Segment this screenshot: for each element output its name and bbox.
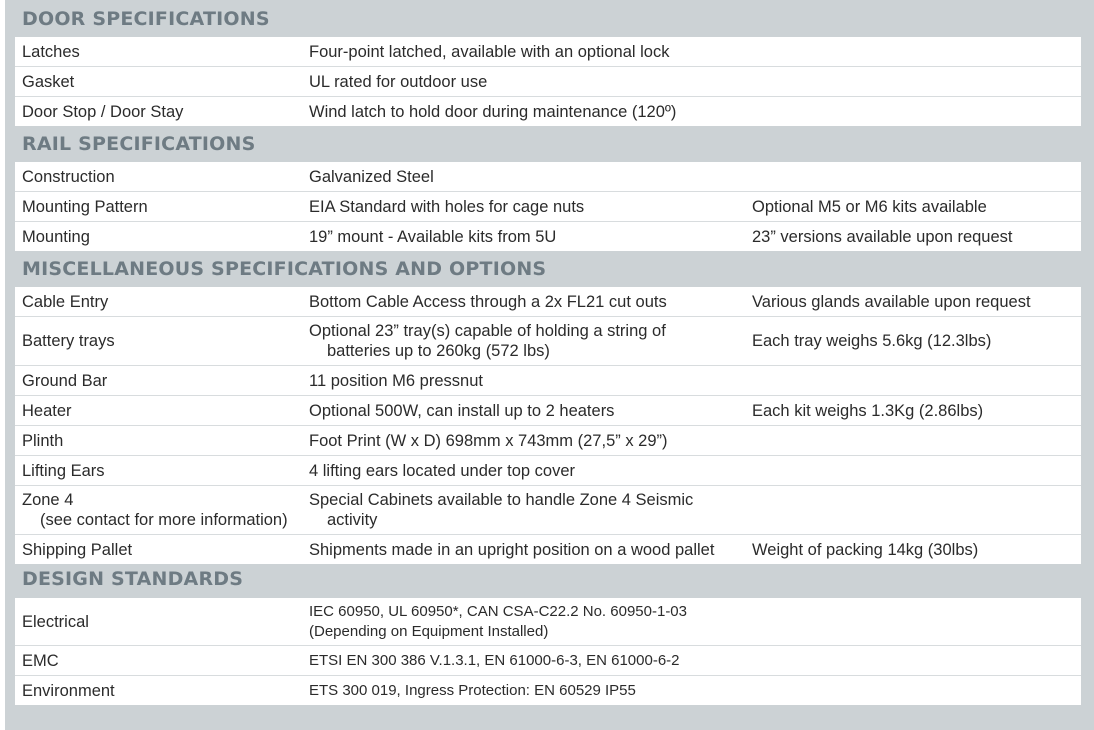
row-note: Weight of packing 14kg (30lbs) (752, 540, 979, 559)
row-note (752, 486, 1081, 534)
section-title: RAIL SPECIFICATIONS (22, 133, 256, 155)
row-value-line2: batteries up to 260kg (572 lbs) (327, 342, 550, 360)
row-note: 23” versions available upon request (752, 227, 1013, 246)
row-value: Optional 500W, can install up to 2 heaters (309, 401, 615, 420)
row-value-line1: Special Cabinets available to handle Zone 4 Seismic (309, 491, 694, 509)
row-label (15, 486, 309, 534)
row-label: Door Stop / Door Stay (22, 102, 184, 121)
row-value-line2: (Depending on Equipment Installed) (309, 622, 549, 640)
row-label-line2: (see contact for more information) (40, 511, 288, 529)
table-row (15, 192, 1081, 222)
table-row (15, 426, 1081, 456)
row-value: ETSI EN 300 386 V.1.3.1, EN 61000-6-3, EN 61000-6-2 (309, 651, 680, 669)
table-row (15, 222, 1081, 251)
row-label: Plinth (22, 431, 64, 450)
table-row (15, 456, 1081, 486)
spec-table (15, 162, 1081, 251)
table-row (15, 366, 1081, 396)
row-label: Shipping Pallet (22, 540, 133, 559)
row-value: 11 position M6 pressnut (309, 371, 483, 390)
row-note (752, 37, 1081, 66)
row-value: UL rated for outdoor use (309, 72, 488, 91)
table-row (15, 676, 1081, 705)
row-label: Latches (22, 42, 80, 61)
table-row (15, 37, 1081, 67)
table-row (15, 287, 1081, 317)
row-label: Construction (22, 167, 115, 186)
row-value: 19” mount - Available kits from 5U (309, 227, 557, 246)
table-row (15, 396, 1081, 426)
section-design-standards (15, 561, 1081, 705)
section-title: MISCELLANEOUS SPECIFICATIONS AND OPTIONS (22, 258, 547, 280)
section-door-specifications (15, 1, 1081, 126)
row-note (752, 366, 1081, 395)
row-label: Electrical (22, 612, 89, 631)
table-row (15, 162, 1081, 192)
row-note: Various glands available upon request (752, 292, 1031, 311)
row-note (752, 456, 1081, 485)
table-row (15, 646, 1081, 676)
table-row (15, 97, 1081, 126)
row-value: Wind latch to hold door during maintenance (120º) (309, 102, 677, 121)
spec-table (15, 37, 1081, 126)
row-value: Four-point latched, available with an optional lock (309, 42, 670, 61)
row-value: Galvanized Steel (309, 167, 434, 186)
section-title: DESIGN STANDARDS (22, 568, 244, 590)
row-label: Ground Bar (22, 371, 108, 390)
row-note (752, 97, 1081, 126)
table-row (15, 67, 1081, 97)
row-note (752, 162, 1081, 191)
row-note: Each tray weighs 5.6kg (12.3lbs) (752, 332, 992, 350)
row-note: Each kit weighs 1.3Kg (2.86lbs) (752, 401, 984, 420)
row-label: Heater (22, 401, 72, 420)
spec-sheet (5, 0, 1094, 730)
row-value: 4 lifting ears located under top cover (309, 461, 575, 480)
row-value-line1: Optional 23” tray(s) capable of holding a string of (309, 322, 666, 340)
row-label: Cable Entry (22, 292, 109, 311)
row-label: Battery trays (22, 332, 115, 350)
table-row (15, 598, 1081, 646)
table-row (15, 535, 1081, 564)
spec-table (15, 598, 1081, 705)
section-rail-specifications (15, 126, 1081, 251)
table-row (15, 317, 1081, 366)
spec-table (15, 287, 1081, 564)
row-note (752, 598, 1081, 645)
row-value: Shipments made in an upright position on a wood pallet (309, 540, 715, 559)
row-value (309, 317, 752, 365)
row-note (752, 676, 1081, 705)
row-label: Environment (22, 681, 115, 700)
row-label: Lifting Ears (22, 461, 105, 480)
row-value: ETS 300 019, Ingress Protection: EN 60529 IP55 (309, 681, 636, 699)
row-label-line1: Zone 4 (22, 491, 74, 509)
row-value-line1: IEC 60950, UL 60950*, CAN CSA-C22.2 No. 60950-1-03 (309, 602, 687, 620)
row-value: Bottom Cable Access through a 2x FL21 cut outs (309, 292, 667, 311)
row-value (309, 598, 752, 645)
row-value (309, 486, 752, 534)
row-value: EIA Standard with holes for cage nuts (309, 197, 585, 216)
row-value-line2: activity (327, 511, 378, 529)
section-title: DOOR SPECIFICATIONS (22, 8, 270, 30)
row-label: EMC (22, 651, 59, 670)
row-value: Foot Print (W x D) 698mm x 743mm (27,5” x 29”) (309, 431, 668, 450)
table-row (15, 486, 1081, 535)
row-note: Optional M5 or M6 kits available (752, 197, 987, 216)
row-label: Mounting (22, 227, 90, 246)
row-note (752, 67, 1081, 96)
row-note (752, 426, 1081, 455)
row-label: Gasket (22, 72, 75, 91)
section-miscellaneous (15, 251, 1081, 564)
row-note (752, 646, 1081, 675)
row-label: Mounting Pattern (22, 197, 148, 216)
